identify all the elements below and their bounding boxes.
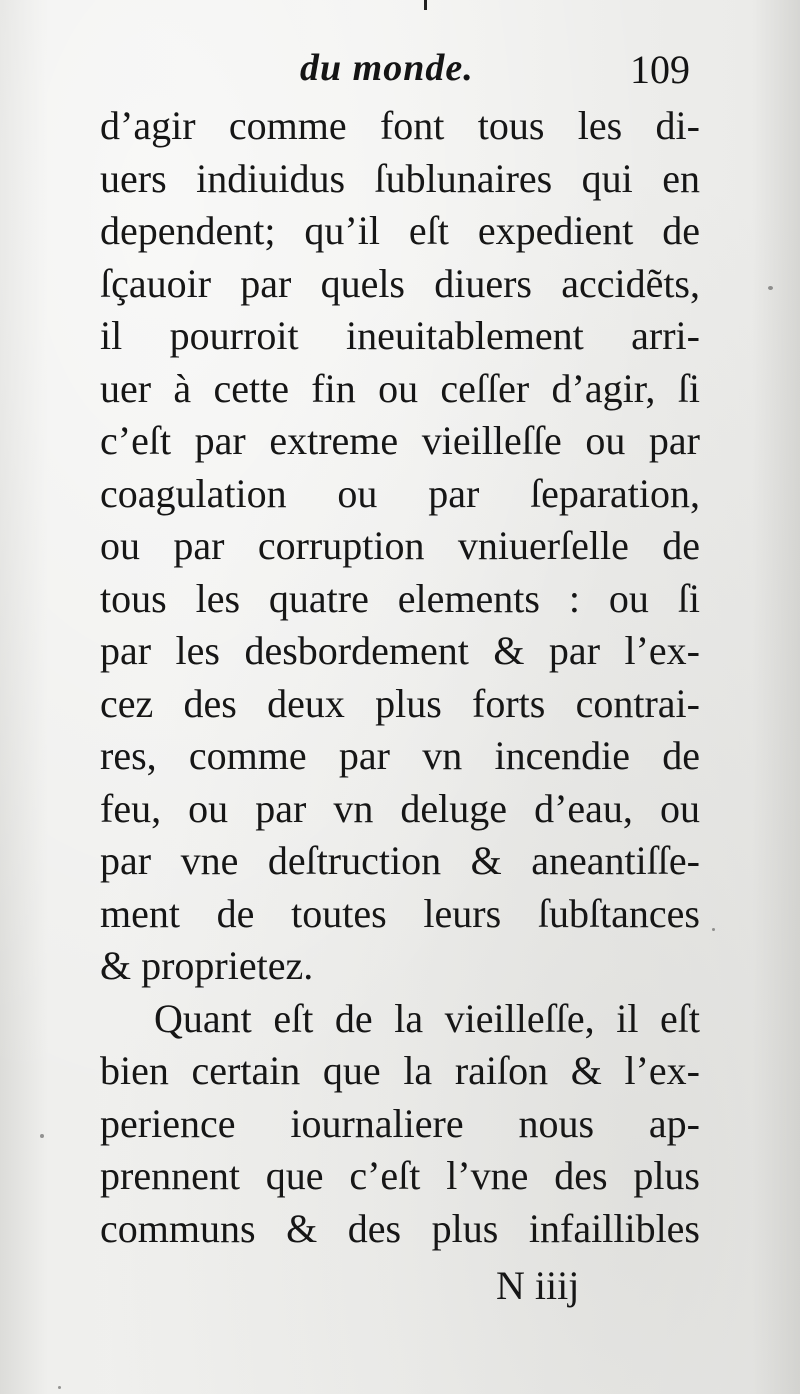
text-line: dependent; qu’il eſt expedient de xyxy=(100,208,700,253)
text-line: communs & des plus infaillibles xyxy=(100,1205,700,1251)
text-line: coagulation ou par ſeparation, xyxy=(100,470,700,516)
text-line: perience iournaliere nous ap- xyxy=(100,1100,700,1146)
paper-speck xyxy=(58,1386,61,1389)
text-line: d’agir comme font tous les di- xyxy=(100,103,700,148)
paragraph-start-line: Quant eſt de la vieilleſſe, il eſt xyxy=(154,995,700,1041)
text-line: prennent que c’eſt l’vne des plus xyxy=(100,1153,700,1198)
text-line: uers indiuidus ſublunaires qui en xyxy=(100,155,700,201)
text-line: par vne deſtruction & aneantiſſe- xyxy=(100,838,700,883)
body-text xyxy=(100,100,700,1255)
text-line: il pourroit ineuitablement arri- xyxy=(100,313,700,358)
text-line: ſçauoir par quels diuers accidẽts, xyxy=(100,260,700,306)
paragraph-end-line: & proprietez. xyxy=(100,943,314,988)
running-head: du monde. xyxy=(300,47,474,89)
text-line: tous les quatre elements : ou ſi xyxy=(100,575,700,621)
page-top-mark xyxy=(424,0,427,10)
paper-speck xyxy=(768,286,773,290)
text-line: uer à cette fin ou ceſſer d’agir, ſi xyxy=(100,365,700,411)
text-line: bien certain que la raiſon & l’ex- xyxy=(100,1048,700,1093)
text-line: ment de toutes leurs ſubſtances xyxy=(100,890,700,936)
text-line: ou par corruption vniuerſelle de xyxy=(100,523,700,568)
text-line: par les desbordement & par l’ex- xyxy=(100,628,700,673)
signature-mark: N iiij xyxy=(496,1263,580,1308)
text-line: res, comme par vn incendie de xyxy=(100,733,700,778)
text-line: cez des deux plus forts contrai- xyxy=(100,680,700,726)
page-header xyxy=(0,46,800,96)
paper-speck xyxy=(40,1134,44,1138)
text-line: feu, ou par vn deluge d’eau, ou xyxy=(100,785,700,831)
text-line: c’eſt par extreme vieilleſſe ou par xyxy=(100,418,700,463)
page-number: 109 xyxy=(630,47,690,92)
paper-speck xyxy=(712,928,715,931)
